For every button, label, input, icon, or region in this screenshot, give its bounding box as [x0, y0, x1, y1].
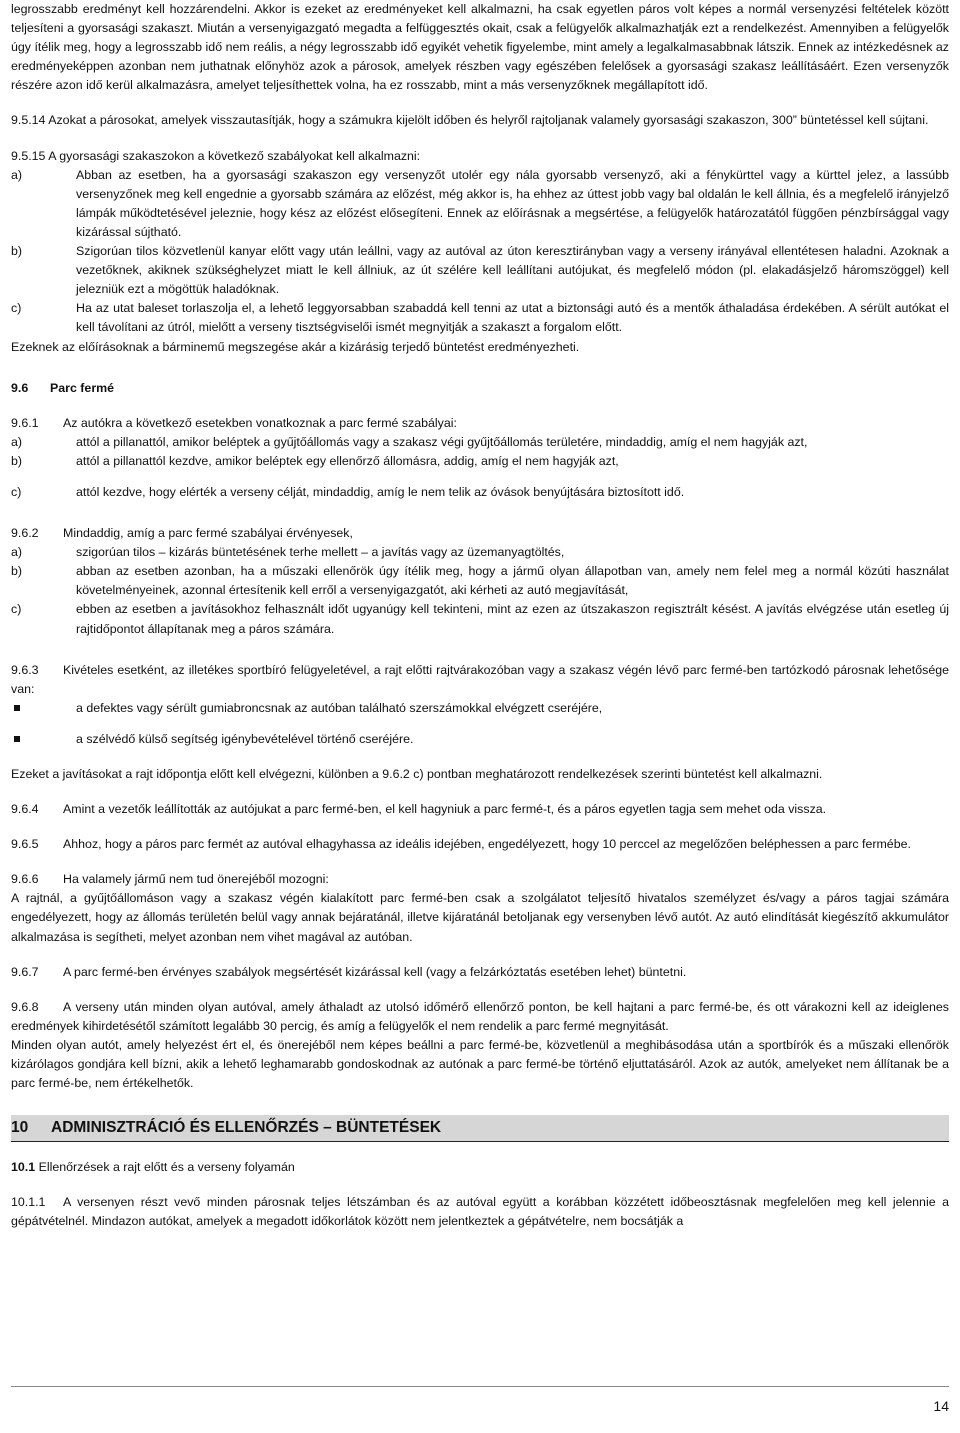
list-item-label: b): [11, 453, 23, 468]
section-9-6-5: [11, 835, 949, 854]
list-item: [11, 562, 949, 600]
section-number: 9.6.4: [11, 802, 39, 817]
list-item: [11, 543, 949, 562]
bullet-item: [11, 730, 949, 749]
section-9-5-14: [11, 111, 949, 130]
section-body: Minden olyan autót, amely helyezést ért el, és önerejéből nem képes beállni a parc fermé-be, közvetlenül a meghibásodása után a sportbírók és a műszaki ellenőrök kizárólagos gondjára kell bízni, akik a lehető leghamarabb gondoskodnak az autónak a parc fermé-be történő eljuttatásáról. Azok az autók, amelyeket nem állítanak be a parc fermé-be, nem értékelhetők.: [11, 1037, 949, 1091]
section-10-1-1: [11, 1193, 949, 1231]
section-text: Azokat a párosokat, amelyek visszautasítják, hogy a számukra kijelölt időben és helyről rajtoljanak valamely gyorsasági szakaszon, 300” büntetéssel kell sújtani.: [48, 113, 929, 128]
list-item: [11, 242, 949, 299]
section-text: Ha valamely jármű nem tud önerejéből mozogni:: [63, 872, 329, 887]
list-item-label: c): [11, 484, 22, 499]
list-item-text: ebben az esetben a javításokhoz felhasznált időt ugyanúgy kell tekinteni, mint az ezen az útszakaszon regisztrált késést. A javítás elvégzése után esetleg új rajtidőpontot állapítanak meg a páros számára.: [76, 602, 949, 636]
list-item: [11, 299, 949, 337]
list-item-text: attól a pillanattól kezdve, amikor beléptek egy ellenőrző állomásra, addig, amíg el nem hagyják azt,: [76, 453, 619, 468]
section-number: 9.6.5: [11, 837, 39, 852]
list-item-text: Ha az utat baleset torlaszolja el, a lehető leggyorsabban szabaddá kell tenni az utat a biztonsági autó és a mentők áthaladása érdekében. A sérült autókat el kell távolítani az útról, mielőtt a verseny tisztségviselői ismét megnyitják a szakaszt a forgalom előtt.: [76, 301, 949, 335]
section-number: 9.6.2: [11, 526, 39, 541]
section-text: Kivételes esetként, az illetékes sportbíró felügyeletével, a rajt előtti rajtvárakozóban vagy a szakasz végén lévő parc fermé-ben tartózkodó párosnak lehetősége van:: [11, 662, 949, 696]
list-item: [11, 452, 949, 471]
section-number: 10.1.1: [11, 1195, 46, 1210]
list-item-label: a): [11, 545, 23, 560]
section-number: 9.6.6: [11, 872, 39, 887]
section-number: 9.6.3: [11, 662, 39, 677]
section-number: 9.5.14: [11, 113, 46, 128]
heading-title: Ellenőrzések a rajt előtt és a verseny folyamán: [38, 1160, 295, 1175]
section-number: 9.6.8: [11, 999, 39, 1014]
section-text: A gyorsasági szakaszokon a következő szabályokat kell alkalmazni:: [48, 148, 421, 163]
bullet-item-text: a szélvédő külső segítség igénybevételével történő cseréjére.: [76, 731, 414, 746]
section-text: Mindaddig, amíg a parc fermé szabályai érvényesek,: [63, 526, 353, 541]
list-item-label: b): [11, 564, 23, 579]
list-item: [11, 166, 949, 242]
section-9-6-3: [11, 661, 949, 699]
bullet-item: [11, 699, 949, 718]
section-text: Ahhoz, hogy a páros parc fermét az autóval elhagyhassa az ideális idejében, engedélyezett, hogy 10 perccel az megelőzően beléphessen a parc fermébe.: [63, 837, 911, 852]
bullet-item-text: a defektes vagy sérült gumiabroncsnak az autóban található szerszámokkal elvégzett cseréjére,: [76, 700, 603, 715]
section-9-6-6: [11, 870, 949, 889]
list-item-label: c): [11, 301, 22, 316]
section-9-6-8: [11, 998, 949, 1036]
section-text: Amint a vezetők leállították az autójukat a parc fermé-ben, el kell hagyniuk a parc fermé-t, és a páros egyetlen tagja sem mehet oda vissza.: [63, 802, 827, 817]
list-item: [11, 600, 949, 638]
heading-9-6: [11, 379, 949, 398]
heading-number: 10.1: [11, 1160, 36, 1175]
list-item-text: Szigorúan tilos közvetlenül kanyar előtt vagy után leállni, vagy az autóval az úton keresztirányban vagy a verseny irányával ellentétesen haladni. Azoknak a vezetőknek, akiknek szükséghelyzet miatt le kell állniuk, az út szélére kell leállítani autójukat, és megfelelő módon (pl. elakadásjelző háromszöggel) kell jelezniük ezt a mögöttük haladóknak.: [76, 244, 949, 297]
chapter-heading: [11, 1115, 949, 1142]
list-item-label: b): [11, 244, 23, 259]
heading-10-1: [11, 1158, 949, 1177]
heading-number: 9.6: [11, 380, 29, 395]
section-9-6-1: [11, 414, 949, 433]
section-text: A verseny után minden olyan autóval, amely áthaladt az utolsó időmérő ellenőrző ponton, be kell hajtani a parc fermé-be, és ott várakozni kell az ideiglenes eredmények kihirdetésétől számított legalább 30 percig, és amíg a felügyelők el nem rendelik a parc fermé megnyitását.: [11, 999, 949, 1033]
section-number: 9.6.1: [11, 415, 39, 430]
section-9-6-4: [11, 800, 949, 819]
square-bullet-icon: [14, 705, 20, 711]
section-text: A parc fermé-ben érvényes szabályok megsértését kizárással kell (vagy a felzárkóztatás esetében lehet) büntetni.: [63, 964, 687, 979]
section-9-6-7: [11, 963, 949, 982]
list-item-text: abban az esetben azonban, ha a műszaki ellenőrök úgy ítélik meg, hogy a jármű olyan állapotban van, amely nem felel meg a normál közúti használat követelményeinek, azonnal értesítenik kell erről a versenyigazgatót, aki kérheti az autó megjavítását,: [76, 564, 949, 598]
section-number: 9.5.15: [11, 148, 46, 163]
section-closing: Ezeket a javításokat a rajt időpontja előtt kell elvégezni, különben a 9.6.2 c) pontban meghatározott rendelkezések szerinti büntetést kell alkalmazni.: [11, 767, 823, 781]
section-closing: Ezeknek az előírásoknak a bárminemű megszegése akár a kizárásig terjedő büntetést eredményezheti.: [11, 339, 580, 354]
chapter-number: 10: [11, 1119, 29, 1137]
section-text: A versenyen részt vevő minden párosnak teljes létszámban és az autóval együtt a korábban közzétett időbeosztásnak megfelelően meg kell jelennie a gépátvételnél. Mindazon autókat, amelyek a megadott időkorlátok között nem jelentkeztek a gépátvételre, nem bocsátják a: [11, 1195, 949, 1229]
section-number: 9.6.7: [11, 964, 39, 979]
list-item-text: attól kezdve, hogy elérték a verseny célját, mindaddig, amíg le nem telik az óvások benyújtására biztosított idő.: [76, 484, 685, 499]
document-page: [11, 0, 949, 1232]
section-text: Az autókra a következő esetekben vonatkoznak a parc fermé szabályai:: [63, 415, 457, 430]
list-item: [11, 433, 949, 452]
list-item-label: a): [11, 167, 23, 182]
list-item: [11, 483, 949, 502]
heading-title: Parc fermé: [50, 380, 115, 395]
list-item-label: a): [11, 434, 23, 449]
section-9-6-2: [11, 524, 949, 543]
page-number: 14: [933, 1398, 949, 1414]
list-item-text: Abban az esetben, ha a gyorsasági szakaszon egy versenyzőt utolér egy nála gyorsabb versenyző, aki a fénykürttel vagy a kürttel jelez, a lassúbb versenyzőnek meg kell engednie a gyorsabb számára az előzést, még akkor is, ha ehhez az úttest jobb vagy bal oldalán le kell állnia, és a megfelelő irányjelző lámpák működtetésével jeleznie, hogy kész az előzést elősegíteni. Ennek az előírásnak a megsértése, a felügyelők határozatától függően pénzbírsággal vagy kizárással sújtható.: [76, 167, 949, 239]
paragraph-intro: legrosszabb eredményt kell hozzárendelni. Akkor is ezeket az eredményeket kell alkalmazni, ha csak egyetlen páros volt képes a normál versenyzési feltételek között teljesíteni a gyorsasági szakaszt. Miután a versenyigazgató megadta a felfüggesztés okait, csak a felügyelők alkalmazhatják ezt a rendelkezést. Amennyiben a felügyelők úgy ítélik meg, hogy a legrosszabb idő nem reális, a négy legrosszabb idő egyikét vehetik figyelembe, mint amely a legalkalmasabbnak látszik. Ennek az intézkedésnek az eredményeképpen azonban nem juthatnak előnyhöz azok a párosok, amelyek részben vagy egészében felelősek a gyorsasági szakasz leállításáért. Ezen versenyzők részére azon idő kerül alkalmazásra, amelyet teljesíthettek volna, ha ez rosszabb, mint a más versenyzőknek megállapított idő.: [11, 2, 949, 93]
square-bullet-icon: [14, 736, 20, 742]
list-item-text: attól a pillanattól, amikor beléptek a gyűjtőállomás vagy a szakasz végi gyűjtőállomás területére, mindaddig, amíg el nem hagyják azt,: [76, 434, 808, 449]
section-body: A rajtnál, a gyűjtőállomáson vagy a szakasz végén kialakított parc fermé-ben csak a szolgálatot teljesítő hivatalos személyzet és/vagy a páros tagjai számára engedélyezett, hogy az állomás területén belül vagy annak bejáratánál, illetve kijáratánál betoljanak egy versenyben lévő autót. Az autó elindítását kiegészítő akkumulátor alkalmazása is segítheti, melyet azonban nem vihet magával az autóban.: [11, 891, 949, 944]
footer-divider: [11, 1386, 949, 1387]
list-item-text: szigorúan tilos – kizárás büntetésének terhe mellett – a javítás vagy az üzemanyagtöltés,: [76, 545, 565, 560]
chapter-title: ADMINISZTRÁCIÓ ÉS ELLENŐRZÉS – BÜNTETÉSEK: [51, 1119, 442, 1137]
list-item-label: c): [11, 602, 22, 617]
section-9-5-15: [11, 147, 949, 166]
